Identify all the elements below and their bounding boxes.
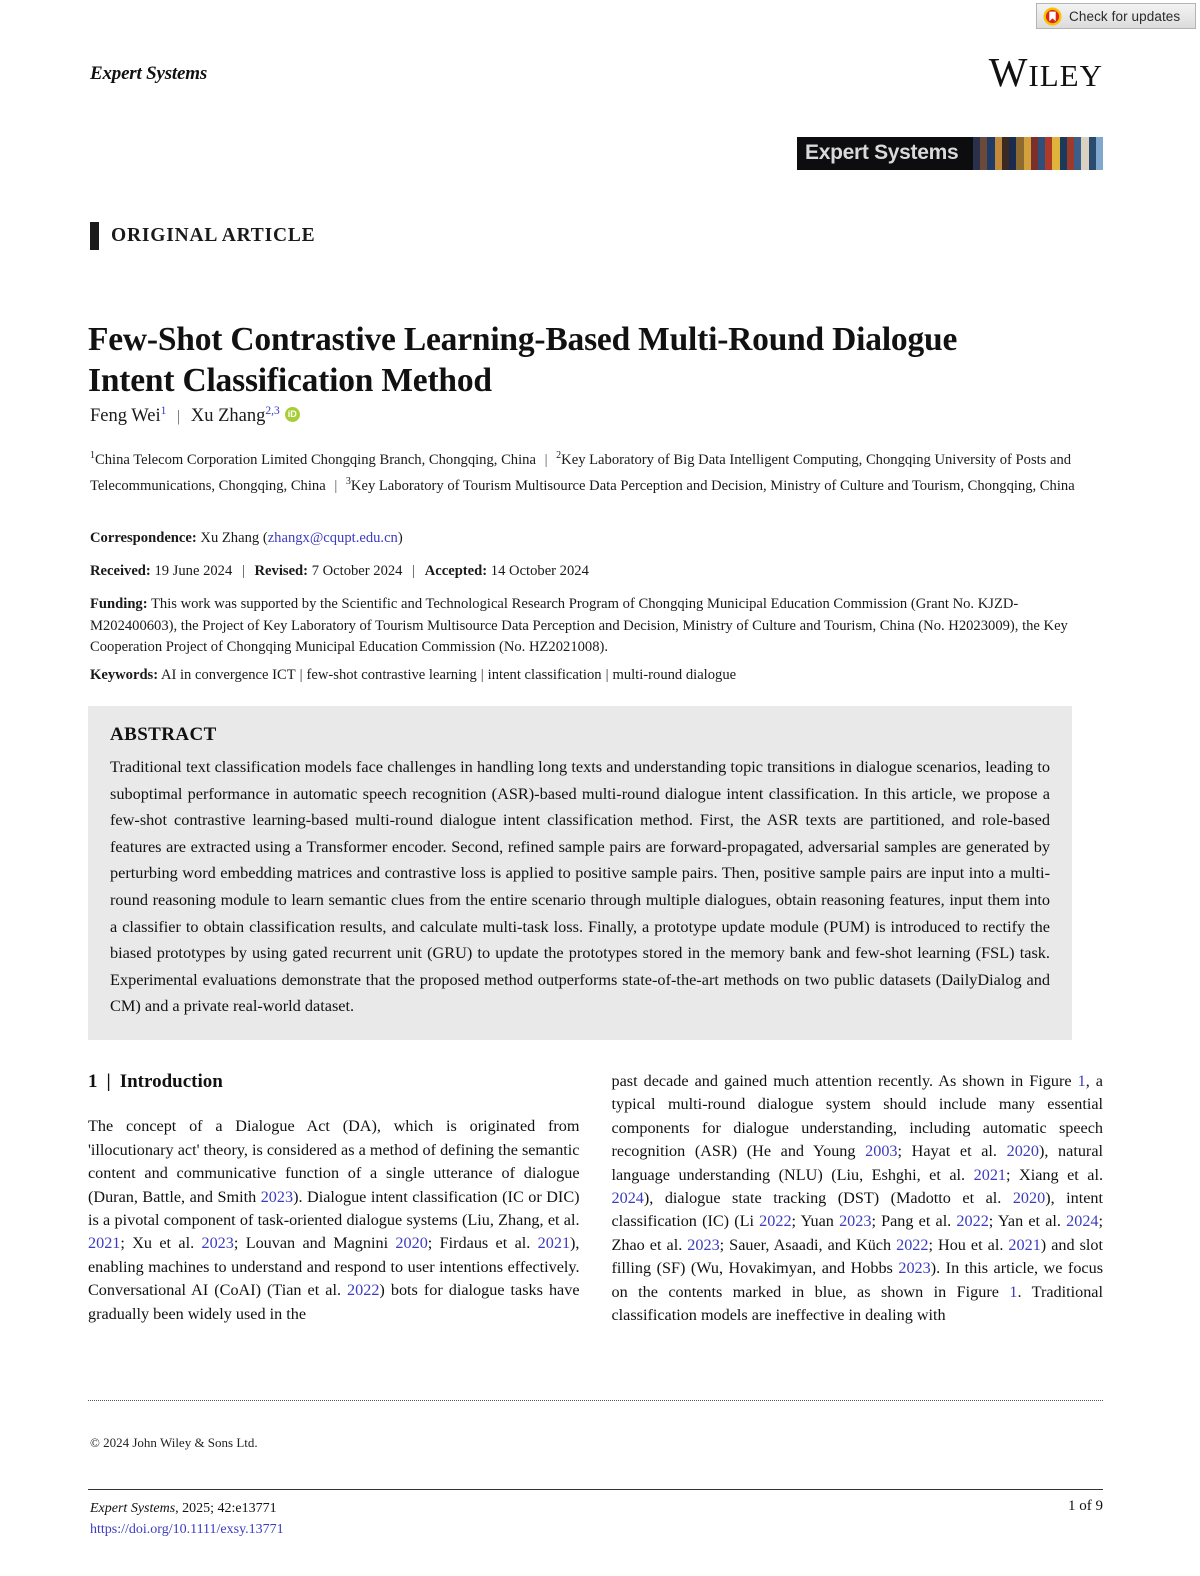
affiliation-separator: |: [334, 478, 338, 495]
affiliation-text: China Telecom Corporation Limited Chongqing Branch, Chongqing, China: [95, 451, 536, 468]
doi-link[interactable]: https://doi.org/10.1111/exsy.13771: [90, 1522, 284, 1537]
footer-citation-block: [90, 1498, 284, 1540]
keyword-separator: |: [299, 667, 303, 683]
section-heading: [88, 1070, 580, 1093]
author-list: [90, 400, 1090, 428]
author-affil-marks: 2,3: [265, 405, 280, 417]
cover-strip-title: Expert Systems: [805, 141, 959, 164]
author-name: Feng Wei: [90, 406, 161, 427]
check-for-updates-badge[interactable]: [1036, 3, 1196, 29]
section-title: Introduction: [119, 1071, 223, 1092]
correspondence-label: Correspondence:: [90, 530, 197, 546]
copyright-notice: © 2024 John Wiley & Sons Ltd.: [90, 1435, 258, 1450]
keywords: [90, 665, 1090, 687]
orcid-icon[interactable]: [285, 407, 300, 422]
section-number: 1: [88, 1071, 98, 1092]
journal-name: Expert Systems: [90, 63, 208, 84]
correspondence-email-link[interactable]: zhangx@cqupt.edu.cn: [267, 530, 398, 546]
article-type-bar: [90, 222, 99, 250]
paragraph: past decade and gained much attention recently. As shown in Figure 1, a typical multi-round dialogue system should include many essential components for dialogue understanding, including automatic speech recognition (ASR) (He and Young 2003; Hayat et al. 2020), natural language understanding (NLU) (Liu, Eshghi, et al. 2021; Xiang et al. 2024), dialogue state tracking (DST) (Madotto et al. 2020), intent classification (IC) (Li 2022; Yuan 2023; Pang et al. 2022; Yan et al. 2024; Zhao et al. 2023; Sauer, Asaadi, and Küch 2022; Hou et al. 2021) and slot filling (SF) (Wu, Hovakimyan, and Hobbs 2023). In this article, we focus on the contents marked in blue, as shown in Figure 1. Traditional classification models are ineffective in dealing with: [611, 1072, 1104, 1325]
accepted-label: Accepted:: [424, 563, 488, 579]
footer-solid-rule: [88, 1489, 1103, 1490]
keyword-item: few-shot contrastive learning: [306, 667, 477, 683]
funding-label: Funding:: [90, 596, 148, 612]
paragraph: The concept of a Dialogue Act (DA), which is originated from 'illocutionary act' theory, is considered as a method of defining the semantic content and communicative function of a single utterance of dialogue (Duran, Battle, and Smith 2023). Dialogue intent classification (IC or DIC) is a pivotal component of task-oriented dialogue systems (Liu, Zhang, et al. 2021; Xu et al. 2023; Louvan and Magnini 2020; Firdaus et al. 2021), enabling machines to understand and respond to user intentions effectively. Conversational AI (CoAI) (Tian et al. 2022) bots for dialogue tasks have gradually been widely used in the: [88, 1117, 580, 1323]
revised-label: Revised:: [254, 563, 309, 579]
abstract-section: [88, 706, 1072, 1040]
article-type-label: ORIGINAL ARTICLE: [111, 225, 316, 246]
crossmark-icon: [1043, 7, 1062, 26]
masthead: [90, 49, 1103, 106]
funding-statement: [90, 594, 1090, 659]
author-affil-marks: 1: [160, 405, 167, 417]
author-name: Xu Zhang: [190, 406, 266, 427]
footer-journal-name: Expert Systems: [90, 1501, 176, 1516]
body-column-right: [612, 1070, 1104, 1360]
article-dates: [90, 561, 1090, 583]
cover-thumbnails: [973, 137, 1103, 170]
page-number: 1 of 9: [1068, 1498, 1103, 1514]
keyword-item: intent classification: [487, 667, 602, 683]
affiliation-mark: 1: [90, 450, 95, 461]
keyword-separator: |: [480, 667, 484, 683]
affiliations: [90, 445, 1090, 498]
body-column-left: [88, 1070, 580, 1360]
journal-cover-strip: [797, 137, 1103, 170]
accepted-date: 14 October 2024: [490, 563, 589, 579]
article-type: [90, 222, 315, 250]
affiliation-text: Key Laboratory of Big Data Intelligent Computing, Chongqing University of Posts and Telecommunications, Chongqing, China: [90, 451, 1072, 495]
received-date: 19 June 2024: [154, 563, 233, 579]
correspondence: Correspondence: Xu Zhang (zhangx@cqupt.edu.cn): [90, 530, 403, 546]
abstract-heading: ABSTRACT: [110, 724, 217, 745]
page-title: Few-Shot Contrastive Learning-Based Multi-Round Dialogue Intent Classification Method: [88, 321, 958, 400]
article-body: [88, 1070, 1103, 1360]
abstract-text: Traditional text classification models face challenges in handling long texts and understanding topic transitions in dialogue scenarios, leading to suboptimal performance in automatic speech recognition (ASR)-based multi-round dialogue intent classification. In this article, we propose a few-shot contrastive learning-based multi-round dialogue intent classification method. First, the ASR texts are partitioned, and role-based features are extracted using a Transformer encoder. Second, refined sample pairs are forward-propagated, adversarial samples are generated by perturbing word embedding matrices and contrastive loss is applied to positive sample pairs. Then, positive sample pairs are input into a multi-round reasoning module to learn semantic clues from the entire scenario through multiple dialogues, obtain reasoning features, input them into a classifier to obtain classification results, and calculate multi-task loss. Finally, a prototype update module (PUM) is introduced to rectify the biased prototypes by using gated recurrent unit (GRU) to update the prototypes stored in the memory bank and few-shot learning (FSL) task. Experimental evaluations demonstrate that the proposed method outperforms state-of-the-art methods on two public datasets (DailyDialog and CM) and a private real-world dataset.: [110, 757, 1050, 1016]
affiliation-mark: 2: [556, 450, 562, 461]
keyword-item: multi-round dialogue: [612, 667, 737, 683]
correspondence-name: Xu Zhang: [200, 530, 260, 546]
check-for-updates-label: Check for updates: [1069, 8, 1181, 24]
affiliation-text: Key Laboratory of Tourism Multisource Data Perception and Decision, Ministry of Culture and Tourism, Chongqing, China: [350, 478, 1075, 495]
keyword-separator: |: [605, 667, 609, 683]
date-separator: |: [241, 563, 245, 579]
received-label: Received:: [90, 563, 151, 579]
date-separator: |: [412, 563, 416, 579]
footer-citation-rest: , 2025; 42:e13771: [175, 1501, 277, 1516]
keyword-item: AI in convergence ICT: [160, 667, 296, 683]
affiliation-separator: |: [544, 451, 548, 468]
affiliation-mark: 3: [345, 476, 351, 488]
section-divider: |: [106, 1071, 111, 1092]
author-separator: |: [177, 408, 181, 426]
wiley-logo: WILEY: [988, 49, 1103, 95]
footer-citation: [90, 1498, 284, 1519]
funding-text: This work was supported by the Scientific and Technological Research Program of Chongqing Municipal Education Commission (Grant No. KJZD-M202400603), the Project of Key Laboratory of Tourism Multisource Data Perception and Decision, Ministry of Culture and Tourism, China (No. H2023009), the Key Cooperation Project of Chongqing Municipal Education Commission (No. HZ2021008).: [90, 596, 1068, 655]
footer-dotted-rule: [88, 1400, 1103, 1401]
keywords-label: Keywords:: [90, 667, 159, 683]
revised-date: 7 October 2024: [311, 563, 403, 579]
